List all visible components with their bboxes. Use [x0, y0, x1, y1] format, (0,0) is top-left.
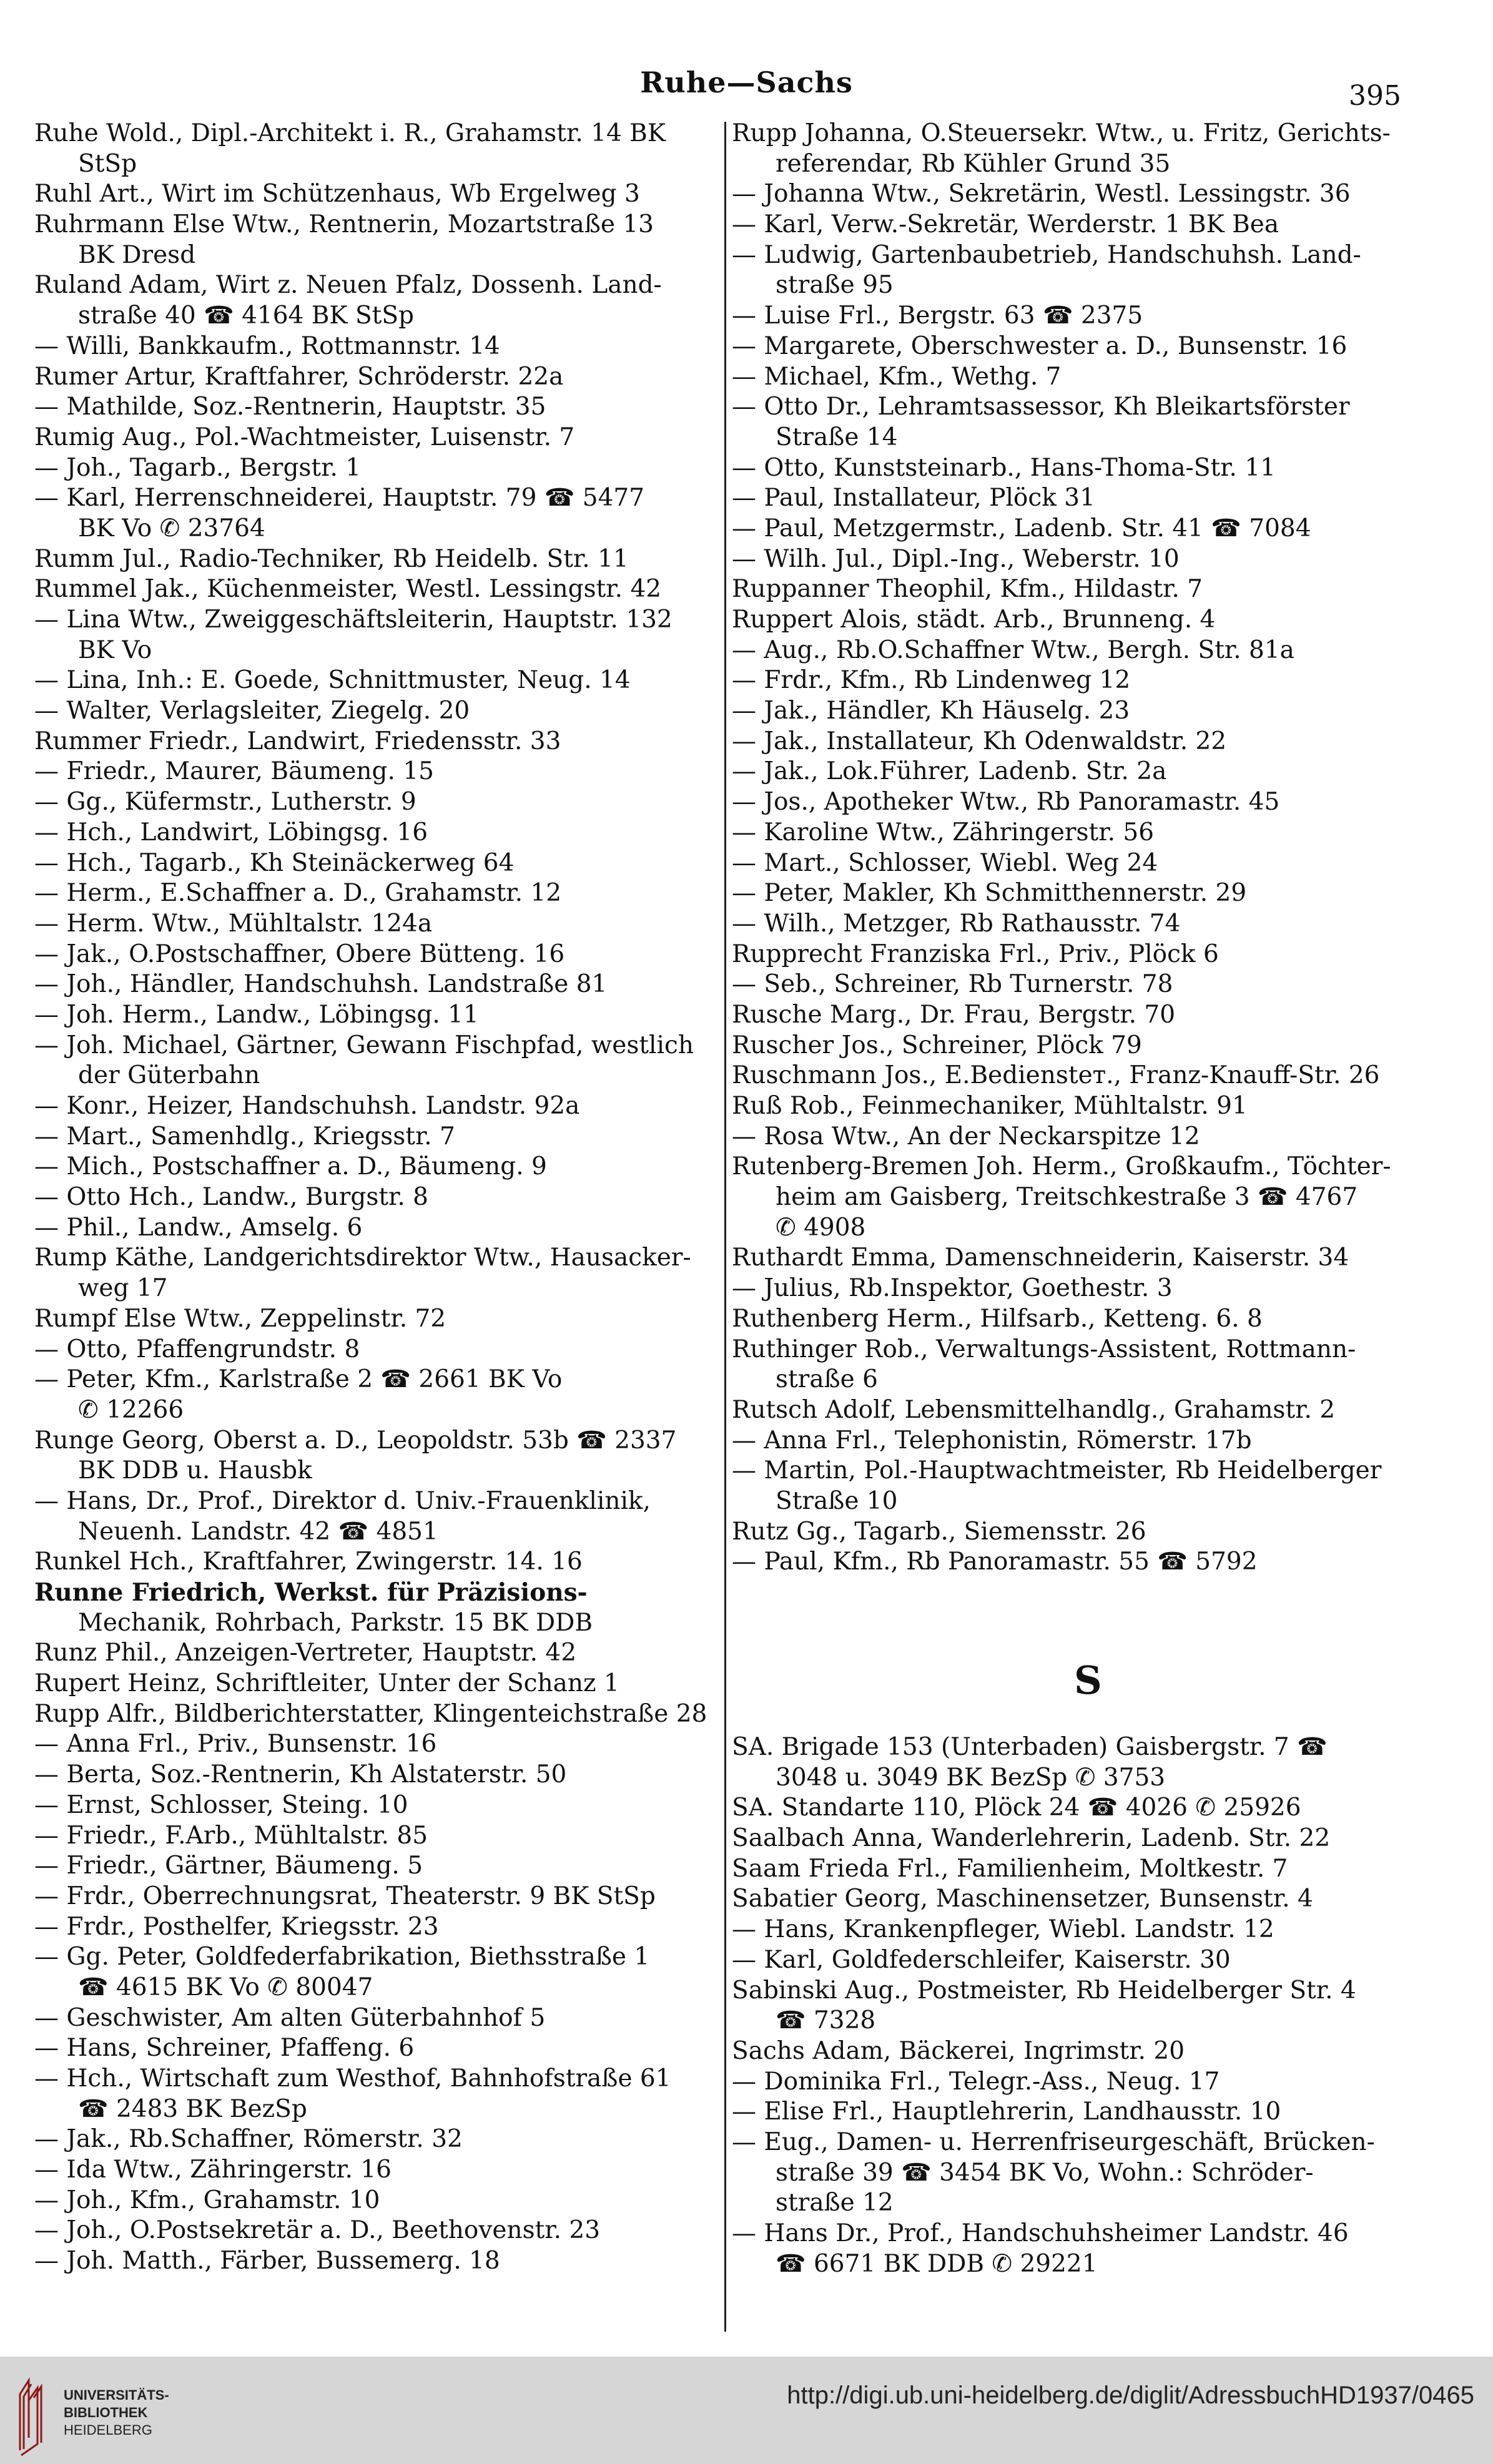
- directory-entry: [732, 1915, 1456, 1945]
- directory-entry: [732, 210, 1456, 240]
- directory-entry: [732, 636, 1456, 666]
- directory-entry: [34, 1091, 718, 1122]
- entry-line: Rupert Heinz, Schriftleiter, Unter der Schanz 1: [34, 1669, 619, 1698]
- entry-continuation-line: straße 40 ☎ 4164 BK StSp: [78, 302, 415, 330]
- directory-entry: [732, 331, 1456, 362]
- directory-entry: [34, 1122, 718, 1152]
- entry-line: — Rosa Wtw., An der Neckarspitze 12: [732, 1122, 1200, 1151]
- entry-line: — Frdr., Kfm., Rb Lindenweg 12: [732, 666, 1131, 695]
- entry-line: — Herm., E.Schaffner a. D., Grahamstr. 12: [34, 879, 562, 908]
- entry-line: — Jak., O.Postschaffner, Obere Bütteng. 16: [34, 940, 565, 968]
- logo-line: BIBLIOTHEK: [64, 2405, 148, 2420]
- entry-line: Rump Käthe, Landgerichtsdirektor Wtw., Hausacker-: [34, 1244, 691, 1272]
- entry-line: — Berta, Soz.-Rentnerin, Kh Alstaterstr. 50: [34, 1760, 567, 1789]
- directory-entry: [34, 1638, 718, 1669]
- directory-entry: [732, 818, 1456, 848]
- entry-line: Ruscher Jos., Schreiner, Plöck 79: [732, 1031, 1142, 1059]
- entry-continuation-line: StSp: [78, 149, 137, 178]
- entry-continuation-line: ☎ 7328: [776, 2006, 876, 2035]
- entry-line: — Lina, Inh.: E. Goede, Schnittmuster, Neug. 14: [34, 666, 631, 695]
- directory-entry: [34, 1882, 718, 1912]
- entry-line: — Luise Frl., Bergstr. 63 ☎ 2375: [732, 302, 1143, 330]
- directory-entry: [34, 2033, 718, 2064]
- entry-line: — Hch., Tagarb., Kh Steinäckerweg 64: [34, 848, 515, 877]
- logo-line: UNIVERSITÄTS-: [64, 2387, 169, 2403]
- directory-entry: [732, 969, 1456, 1000]
- entry-line: — Hans Dr., Prof., Handschuhsheimer Landstr. 46: [732, 2219, 1349, 2247]
- entry-line: — Mich., Postschaffner a. D., Bäumeng. 9: [34, 1152, 547, 1181]
- directory-entry: [34, 969, 718, 1000]
- directory-entry: [34, 1851, 718, 1882]
- entry-line: Runne Friedrich, Werkst. für Präzisions-: [34, 1578, 588, 1607]
- directory-entry: [34, 1426, 718, 1486]
- entry-line: — Paul, Metzgermstr., Ladenb. Str. 41 ☎ 7084: [732, 514, 1311, 542]
- directory-entry: [732, 179, 1456, 210]
- directory-entry: [34, 1760, 718, 1790]
- directory-entry: [34, 362, 718, 393]
- entry-line: — Ludwig, Gartenbaubetrieb, Handschuhsh. Land-: [732, 240, 1361, 269]
- directory-entry: [34, 787, 718, 818]
- entry-line: — Gg. Peter, Goldfederfabrikation, Biethsstraße 1: [34, 1943, 650, 1971]
- directory-entry: [732, 1823, 1456, 1854]
- directory-entry: [34, 940, 718, 970]
- library-logo-icon: [15, 2375, 52, 2457]
- directory-entry: [732, 2128, 1456, 2219]
- directory-entry: [732, 757, 1456, 787]
- entry-line: — Michael, Kfm., Wethg. 7: [732, 362, 1062, 391]
- directory-entry: [34, 1486, 718, 1547]
- directory-entry: [34, 757, 718, 787]
- directory-entry: [34, 727, 718, 757]
- entry-line: — Joh. Matth., Färber, Bussemerg. 18: [34, 2247, 500, 2275]
- directory-entry: [732, 544, 1456, 575]
- section-letter: S: [1074, 1657, 1102, 1703]
- directory-entry: [34, 1365, 718, 1425]
- directory-entry: [34, 818, 718, 848]
- entry-line: Rumig Aug., Pol.-Wachtmeister, Luisenstr. 7: [34, 423, 575, 451]
- directory-entry: [34, 331, 718, 362]
- directory-entry: [732, 1274, 1456, 1304]
- directory-entry: [34, 2155, 718, 2186]
- entry-line: — Peter, Makler, Kh Schmitthennerstr. 29: [732, 879, 1247, 908]
- directory-entry: [34, 2216, 718, 2246]
- left-column: [34, 119, 718, 2277]
- directory-entry: [732, 119, 1456, 179]
- directory-entry: [732, 696, 1456, 727]
- entry-continuation-line: BK Vo: [78, 636, 152, 664]
- directory-entry: [34, 2186, 718, 2216]
- entry-line: — Seb., Schreiner, Rb Turnerstr. 78: [732, 970, 1173, 999]
- entry-line: Rupp Johanna, O.Steuersekr. Wtw., u. Fritz, Gerichts-: [732, 119, 1391, 147]
- running-header: Ruhe—Sachs: [640, 66, 853, 99]
- directory-entry: [732, 848, 1456, 879]
- entry-line: — Jak., Installateur, Kh Odenwaldstr. 22: [732, 727, 1227, 755]
- entry-line: Sabatier Georg, Maschinensetzer, Bunsenstr. 4: [732, 1885, 1313, 1913]
- directory-entry: [34, 1790, 718, 1821]
- entry-line: SA. Brigade 153 (Unterbaden) Gaisbergstr. 7 ☎: [732, 1733, 1328, 1761]
- entry-line: Saalbach Anna, Wanderlehrerin, Ladenb. Str. 22: [732, 1824, 1331, 1853]
- entry-line: Rutenberg-Bremen Joh. Herm., Großkaufm., Töchter-: [732, 1152, 1391, 1181]
- directory-entry: [34, 848, 718, 879]
- directory-entry: [732, 1793, 1456, 1823]
- entry-line: Ruland Adam, Wirt z. Neuen Pfalz, Dossenh. Land-: [34, 271, 662, 300]
- directory-entry: [34, 1942, 718, 2003]
- entry-line: Ruhrmann Else Wtw., Rentnerin, Mozartstraße 13: [34, 210, 654, 239]
- directory-entry: [34, 665, 718, 696]
- entry-continuation-line: Straße 14: [776, 423, 898, 451]
- directory-entry: [732, 483, 1456, 514]
- entry-line: — Friedr., F.Arb., Mühltalstr. 85: [34, 1821, 428, 1850]
- directory-entry: [34, 453, 718, 484]
- directory-entry: [732, 514, 1456, 544]
- directory-entry: [732, 605, 1456, 636]
- entry-line: — Margarete, Oberschwester a. D., Bunsenstr. 16: [732, 331, 1348, 360]
- page-number: 395: [1349, 80, 1401, 112]
- entry-line: Runge Georg, Oberst a. D., Leopoldstr. 53b ☎ 2337: [34, 1426, 677, 1455]
- entry-line: Saam Frieda Frl., Familienheim, Moltkestr. 7: [732, 1854, 1288, 1883]
- directory-entry: [34, 1031, 718, 1091]
- directory-entry: [34, 423, 718, 453]
- directory-entry: [34, 544, 718, 575]
- entry-line: — Jak., Händler, Kh Häuselg. 23: [732, 697, 1130, 725]
- directory-entry: [34, 1000, 718, 1031]
- entry-line: — Konr., Heizer, Handschuhsh. Landstr. 92a: [34, 1092, 580, 1120]
- entry-continuation-line: straße 39 ☎ 3454 BK Vo, Wohn.: Schröder-: [776, 2158, 1314, 2187]
- directory-entry: [34, 392, 718, 423]
- entry-line: Ruthardt Emma, Damenschneiderin, Kaiserstr. 34: [732, 1244, 1349, 1272]
- directory-entry: [732, 1456, 1456, 1516]
- entry-line: — Phil., Landw., Amselg. 6: [34, 1213, 363, 1242]
- directory-entry: [732, 362, 1456, 393]
- directory-entry: [34, 1182, 718, 1213]
- entry-line: — Hans, Schreiner, Pfaffeng. 6: [34, 2034, 415, 2063]
- entry-continuation-line: BK Vo ✆ 23764: [78, 514, 265, 542]
- entry-continuation-line: Straße 10: [776, 1486, 898, 1515]
- directory-entry: [34, 2003, 718, 2034]
- entry-line: Runkel Hch., Kraftfahrer, Zwingerstr. 14. 16: [34, 1548, 583, 1576]
- entry-line: — Hch., Wirtschaft zum Westhof, Bahnhofstraße 61: [34, 2064, 671, 2093]
- directory-entry: [732, 1884, 1456, 1915]
- entry-line: — Jos., Apotheker Wtw., Rb Panoramastr. 45: [732, 788, 1280, 817]
- directory-entry: [732, 1854, 1456, 1885]
- entry-continuation-line: Neuenh. Landstr. 42 ☎ 4851: [78, 1517, 438, 1546]
- entry-line: — Willi, Bankkaufm., Rottmannstr. 14: [34, 331, 500, 360]
- library-name: [64, 2387, 169, 2439]
- directory-entry: [34, 574, 718, 605]
- entry-continuation-line: Mechanik, Rohrbach, Parkstr. 15 BK DDB: [78, 1608, 593, 1637]
- entry-continuation-line: ✆ 4908: [776, 1213, 866, 1242]
- entry-line: Ruhl Art., Wirt im Schützenhaus, Wb Ergelweg 3: [34, 180, 640, 209]
- entry-line: — Walter, Verlagsleiter, Ziegelg. 20: [34, 697, 470, 725]
- directory-entry: [732, 1243, 1456, 1274]
- entry-line: Rummer Friedr., Landwirt, Friedensstr. 33: [34, 727, 561, 755]
- entry-continuation-line: ✆ 12266: [78, 1395, 184, 1424]
- entry-line: Rumpf Else Wtw., Zeppelinstr. 72: [34, 1304, 446, 1333]
- entry-line: — Joh., Tagarb., Bergstr. 1: [34, 453, 362, 482]
- entry-continuation-line: BK DDB u. Hausbk: [78, 1456, 312, 1485]
- entry-line: Ruppanner Theophil, Kfm., Hildastr. 7: [732, 575, 1203, 604]
- directory-entry: [732, 1976, 1456, 2036]
- directory-entry: [732, 1517, 1456, 1548]
- directory-entry: [732, 392, 1456, 453]
- entry-line: — Otto, Pfaffengrundstr. 8: [34, 1335, 360, 1363]
- directory-entry: [732, 787, 1456, 818]
- entry-line: — Anna Frl., Telephonistin, Römerstr. 17b: [732, 1426, 1252, 1455]
- entry-continuation-line: ☎ 6671 BK DDB ✆ 29221: [776, 2249, 1098, 2278]
- entry-continuation-line: BK Dresd: [78, 240, 196, 269]
- directory-entry: [732, 2097, 1456, 2128]
- entry-line: Ruthinger Rob., Verwaltungs-Assistent, Rottmann-: [732, 1335, 1356, 1363]
- entry-line: Ruß Rob., Feinmechaniker, Mühltalstr. 91: [732, 1092, 1248, 1120]
- directory-entry: [34, 2064, 718, 2124]
- entry-line: — Joh., Händler, Handschuhsh. Landstraße 81: [34, 970, 608, 999]
- entry-continuation-line: straße 6: [776, 1365, 878, 1394]
- entry-line: — Otto Hch., Landw., Burgstr. 8: [34, 1183, 428, 1212]
- entry-line: — Joh. Michael, Gärtner, Gewann Fischpfad, westlich: [34, 1031, 694, 1059]
- entry-line: SA. Standarte 110, Plöck 24 ☎ 4026 ✆ 25926: [732, 1794, 1301, 1822]
- entry-line: Ruppert Alois, städt. Arb., Brunneng. 4: [732, 606, 1216, 634]
- directory-entry: [34, 1335, 718, 1365]
- directory-entry: [732, 1426, 1456, 1456]
- entry-line: — Anna Frl., Priv., Bunsenstr. 16: [34, 1730, 437, 1759]
- entry-line: — Mart., Schlosser, Wiebl. Weg 24: [732, 848, 1158, 877]
- entry-continuation-line: referendar, Rb Kühler Grund 35: [776, 149, 1171, 178]
- entry-line: — Martin, Pol.-Hauptwachtmeister, Rb Heidelberger: [732, 1456, 1382, 1485]
- entry-line: — Aug., Rb.O.Schaffner Wtw., Bergh. Str. 81a: [732, 636, 1294, 664]
- entry-line: — Ida Wtw., Zähringerstr. 16: [34, 2156, 392, 2184]
- directory-entry: [34, 270, 718, 331]
- directory-entry: [34, 483, 718, 544]
- entry-continuation-line: straße 95: [776, 271, 894, 300]
- directory-entry: [732, 878, 1456, 909]
- entry-line: — Paul, Installateur, Plöck 31: [732, 484, 1095, 513]
- entry-line: Rutsch Adolf, Lebensmittelhandlg., Grahamstr. 2: [732, 1395, 1336, 1424]
- column-divider: [724, 122, 726, 2332]
- entry-line: — Otto, Kunststeinarb., Hans-Thoma-Str. 11: [732, 453, 1276, 482]
- entry-line: — Johanna Wtw., Sekretärin, Westl. Lessingstr. 36: [732, 180, 1351, 209]
- entry-line: — Friedr., Maurer, Bäumeng. 15: [34, 757, 434, 786]
- directory-entry: [732, 1945, 1456, 1976]
- entry-line: Sachs Adam, Bäckerei, Ingrimstr. 20: [732, 2036, 1185, 2065]
- directory-entry: [732, 1304, 1456, 1335]
- directory-entry: [732, 727, 1456, 757]
- directory-entry: [732, 453, 1456, 484]
- entry-line: — Frdr., Posthelfer, Kriegsstr. 23: [34, 1912, 439, 1941]
- entry-line: — Joh., Kfm., Grahamstr. 10: [34, 2186, 380, 2214]
- directory-entry: [732, 574, 1456, 605]
- directory-entry: [34, 2246, 718, 2277]
- directory-entry: [732, 1122, 1456, 1152]
- directory-entry: [34, 1578, 718, 1638]
- directory-entry: [732, 1061, 1456, 1091]
- directory-entry: [732, 2067, 1456, 2098]
- entry-line: — Hans, Dr., Prof., Direktor d. Univ.-Frauenklinik,: [34, 1486, 651, 1515]
- directory-entry: [34, 210, 718, 270]
- directory-entry: [732, 240, 1456, 301]
- directory-entry: [732, 1395, 1456, 1426]
- directory-entry: [34, 1669, 718, 1699]
- directory-entry: [732, 301, 1456, 331]
- directory-entry: [732, 1335, 1456, 1395]
- entry-line: Rummel Jak., Küchenmeister, Westl. Lessingstr. 42: [34, 575, 662, 604]
- entry-continuation-line: heim am Gaisberg, Treitschkestraße 3 ☎ 4767: [776, 1183, 1358, 1212]
- directory-entry: [732, 909, 1456, 940]
- directory-entry: [34, 1729, 718, 1760]
- entry-line: — Lina Wtw., Zweiggeschäftsleiterin, Hauptstr. 132: [34, 606, 673, 634]
- entry-line: — Jak., Lok.Führer, Ladenb. Str. 2a: [732, 757, 1167, 786]
- directory-entry: [732, 940, 1456, 970]
- entry-line: — Joh., O.Postsekretär a. D., Beethovenstr. 23: [34, 2216, 601, 2245]
- entry-line: Rupp Alfr., Bildberichterstatter, Klingenteichstraße 28: [34, 1699, 707, 1728]
- entry-line: Ruhe Wold., Dipl.-Architekt i. R., Grahamstr. 14 BK: [34, 119, 666, 147]
- entry-line: — Karl, Goldfederschleifer, Kaiserstr. 30: [732, 1945, 1231, 1974]
- entry-continuation-line: der Güterbahn: [78, 1061, 260, 1090]
- entry-line: Rumer Artur, Kraftfahrer, Schröderstr. 22a: [34, 362, 564, 391]
- entry-line: — Elise Frl., Hauptlehrerin, Landhausstr. 10: [732, 2098, 1281, 2126]
- entry-continuation-line: weg 17: [78, 1274, 168, 1303]
- entry-line: — Eug., Damen- u. Herrenfriseurgeschäft, Brücken-: [732, 2128, 1375, 2156]
- entry-line: Rumm Jul., Radio-Techniker, Rb Heidelb. Str. 11: [34, 544, 629, 573]
- directory-entry: [732, 2036, 1456, 2067]
- entry-line: — Gg., Küfermstr., Lutherstr. 9: [34, 788, 416, 817]
- footer-bar: [0, 2357, 1493, 2464]
- directory-entry: [34, 1304, 718, 1335]
- directory-entry: [732, 1000, 1456, 1031]
- entry-line: — Hans, Krankenpfleger, Wiebl. Landstr. 12: [732, 1915, 1274, 1944]
- directory-entry: [34, 1243, 718, 1303]
- entry-line: Rupprecht Franziska Frl., Priv., Plöck 6: [732, 940, 1219, 968]
- entry-line: — Peter, Kfm., Karlstraße 2 ☎ 2661 BK Vo: [34, 1365, 563, 1394]
- entry-line: — Otto Dr., Lehramtsassessor, Kh Bleikartsförster: [732, 393, 1350, 421]
- directory-entry: [34, 1821, 718, 1852]
- directory-entry: [34, 1152, 718, 1182]
- directory-entry: [34, 878, 718, 909]
- entry-line: — Friedr., Gärtner, Bäumeng. 5: [34, 1852, 423, 1880]
- entry-line: — Karl, Verw.-Sekretär, Werderstr. 1 BK Bea: [732, 210, 1279, 239]
- directory-entry: [34, 696, 718, 727]
- directory-entry: [34, 1912, 718, 1943]
- entry-line: — Dominika Frl., Telegr.-Ass., Neug. 17: [732, 2067, 1220, 2096]
- directory-entry: [34, 909, 718, 940]
- entry-line: — Wilh. Jul., Dipl.-Ing., Weberstr. 10: [732, 544, 1180, 573]
- entry-line: Rusche Marg., Dr. Frau, Bergstr. 70: [732, 1000, 1176, 1029]
- entry-continuation-line: ☎ 4615 BK Vo ✆ 80047: [78, 1973, 373, 2001]
- directory-entry: [34, 2124, 718, 2155]
- entry-continuation-line: 3048 u. 3049 BK BezSp ✆ 3753: [776, 1763, 1166, 1792]
- entry-line: — Joh. Herm., Landw., Löbingsg. 11: [34, 1000, 479, 1029]
- directory-entry: [732, 1152, 1456, 1243]
- directory-entry: [34, 605, 718, 665]
- directory-entry: [34, 1699, 718, 1730]
- entry-line: — Herm. Wtw., Mühltalstr. 124a: [34, 909, 433, 938]
- entry-line: — Karl, Herrenschneiderei, Hauptstr. 79 ☎ 5477: [34, 484, 645, 513]
- directory-entry: [732, 1732, 1456, 1793]
- entry-line: — Julius, Rb.Inspektor, Goethestr. 3: [732, 1274, 1173, 1303]
- entry-line: — Karoline Wtw., Zähringerstr. 56: [732, 818, 1155, 847]
- entry-line: — Frdr., Oberrechnungsrat, Theaterstr. 9 BK StSp: [34, 1882, 656, 1910]
- entry-line: Ruthenberg Herm., Hilfsarb., Ketteng. 6. 8: [732, 1304, 1263, 1333]
- entry-line: — Mart., Samenhdlg., Kriegsstr. 7: [34, 1122, 455, 1151]
- entry-continuation-line: ☎ 2483 BK BezSp: [78, 2094, 307, 2123]
- entry-line: Rutz Gg., Tagarb., Siemensstr. 26: [732, 1517, 1146, 1546]
- entry-line: — Jak., Rb.Schaffner, Römerstr. 32: [34, 2125, 463, 2154]
- directory-entry: [34, 1547, 718, 1578]
- entry-line: — Ernst, Schlosser, Steing. 10: [34, 1790, 408, 1819]
- directory-entry: [34, 119, 718, 179]
- entry-line: Ruschmann Jos., E.Bediensteт., Franz-Knauff-Str. 26: [732, 1061, 1380, 1090]
- entry-line: — Wilh., Metzger, Rb Rathausstr. 74: [732, 909, 1181, 938]
- directory-entry: [732, 1031, 1456, 1061]
- directory-entry: [34, 179, 718, 210]
- right-column: [732, 119, 1456, 1578]
- entry-line: — Hch., Landwirt, Löbingsg. 16: [34, 818, 428, 847]
- entry-line: — Geschwister, Am alten Güterbahnhof 5: [34, 2003, 546, 2032]
- entry-line: — Mathilde, Soz.-Rentnerin, Hauptstr. 35: [34, 393, 546, 421]
- directory-entry: [732, 665, 1456, 696]
- entry-line: Sabinski Aug., Postmeister, Rb Heidelberger Str. 4: [732, 1976, 1356, 2005]
- entry-line: Runz Phil., Anzeigen-Vertreter, Hauptstr. 42: [34, 1639, 577, 1667]
- directory-entry: [732, 1091, 1456, 1122]
- directory-entry: [732, 2219, 1456, 2279]
- entry-line: — Paul, Kfm., Rb Panoramastr. 55 ☎ 5792: [732, 1548, 1258, 1576]
- directory-entry: [732, 1547, 1456, 1578]
- directory-entry: [34, 1213, 718, 1244]
- entry-continuation-line: straße 12: [776, 2189, 894, 2217]
- logo-line: HEIDELBERG: [64, 2422, 152, 2438]
- source-url-link[interactable]: http://digi.ub.uni-heidelberg.de/diglit/AdressbuchHD1937/0465: [787, 2382, 1474, 2409]
- section-s-entries: [732, 1732, 1456, 2279]
